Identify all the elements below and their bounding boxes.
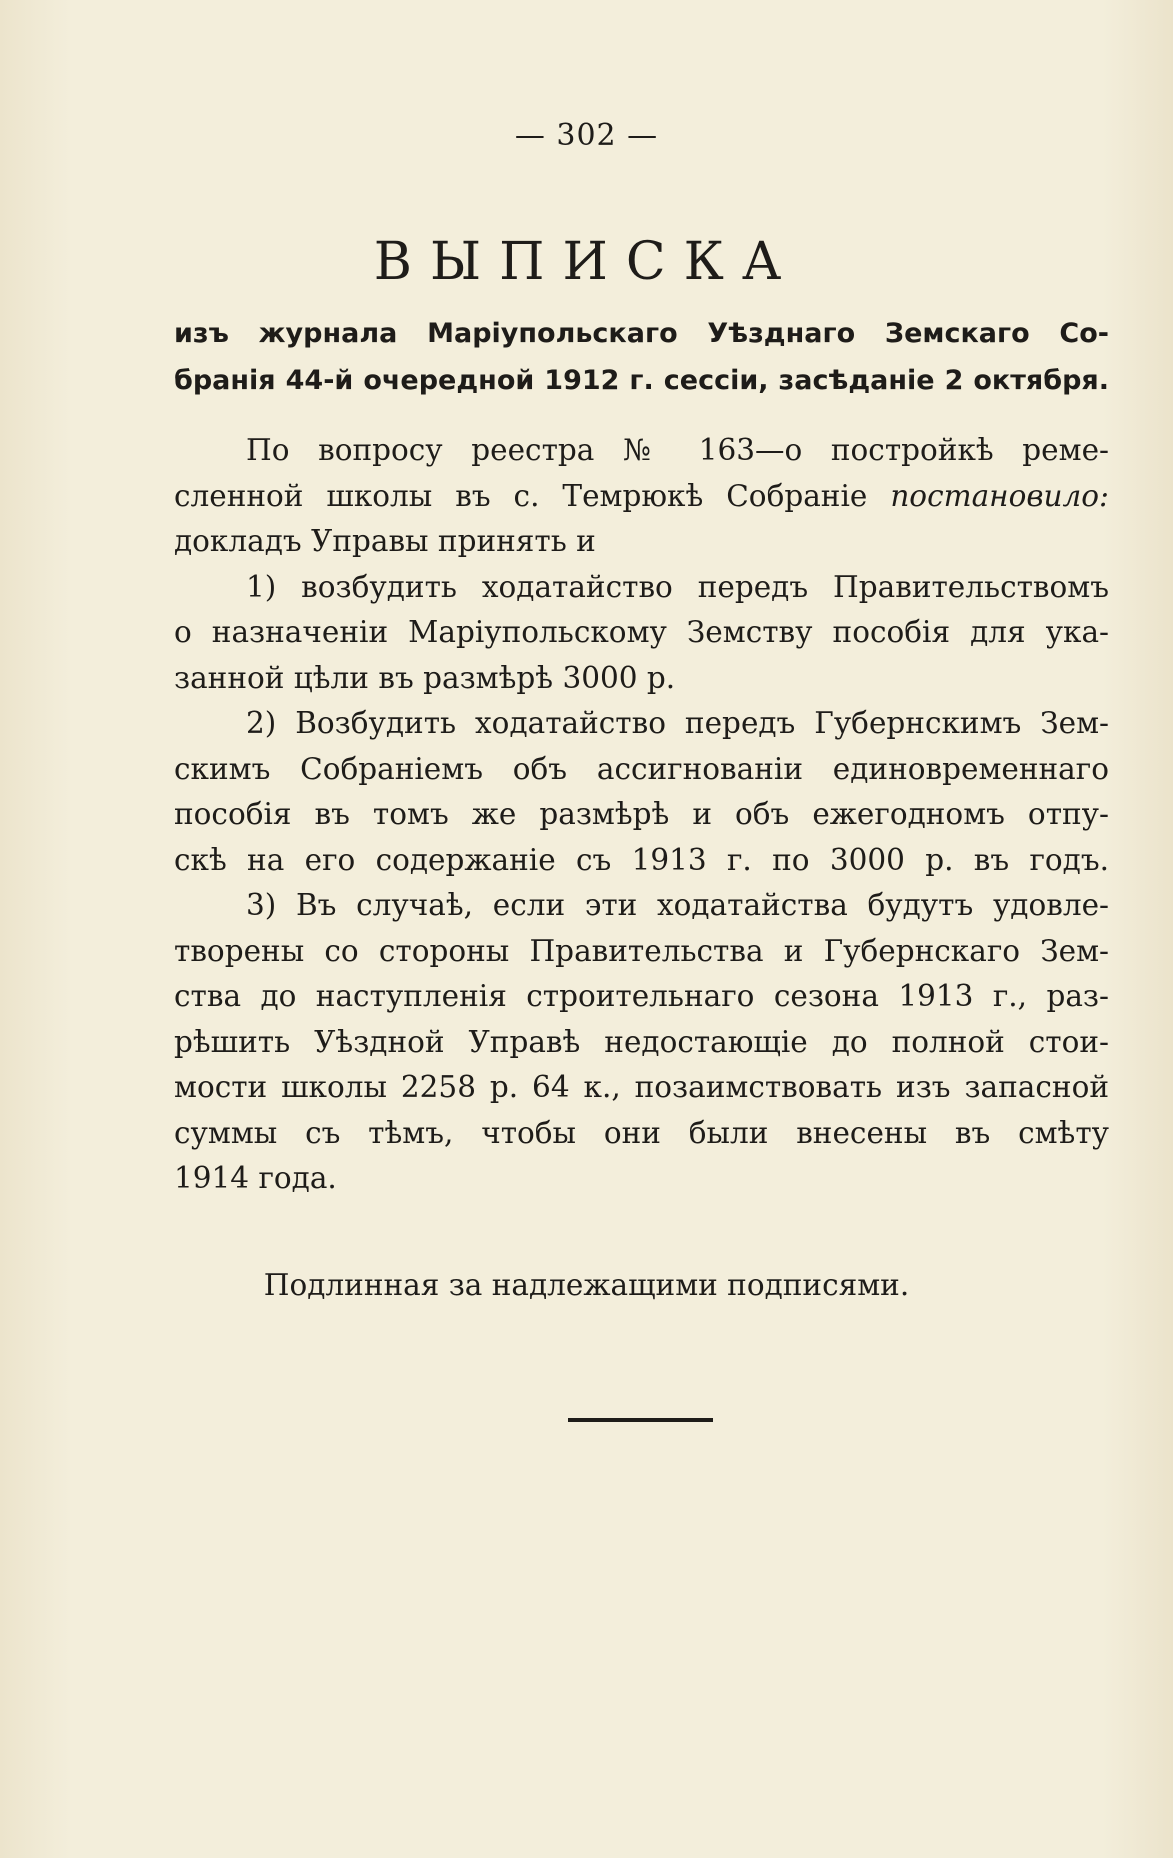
resolved-word: постановило:	[890, 478, 1109, 513]
item3-line: 3) Въ случаѣ, если эти ходатайства будутъ удовле-	[246, 888, 1109, 922]
document-body	[174, 428, 1109, 1202]
document-heading: ВЫПИСКА	[373, 232, 800, 292]
closing-rule	[568, 1418, 713, 1422]
item3-line: творены со стороны Правительства и Губернскаго Зем-	[174, 933, 1109, 968]
intro-line: По вопросу реестра № 163—о постройкѣ реме-	[246, 433, 1109, 467]
intro-line-with-resolution	[174, 474, 1109, 520]
item2-line: скѣ на его содержаніе съ 1913 г. по 3000 р. въ годъ.	[174, 842, 1109, 877]
item3-line: 1914 года.	[174, 1161, 337, 1195]
item2-line: скимъ Собраніемъ объ ассигнованіи единовременнаго	[174, 751, 1109, 786]
intro-line: докладъ Управы принять и	[174, 524, 596, 558]
item3-line: рѣшить Уѣздной Управѣ недостающіе до полной стои-	[174, 1024, 1109, 1059]
item1-line: занной цѣли въ размѣрѣ 3000 р.	[174, 660, 676, 695]
item3-line: суммы съ тѣмъ, чтобы они были внесены въ смѣту	[174, 1115, 1109, 1150]
closing-note: Подлинная за надлежащими подписями.	[263, 1268, 910, 1302]
document-subtitle	[174, 310, 1109, 404]
item1-line: о назначеніи Маріупольскому Земству пособія для ука-	[174, 615, 1109, 649]
item2-line: 2) Возбудить ходатайство передъ Губернскимъ Зем-	[246, 706, 1109, 740]
page-number: — 302 —	[514, 118, 659, 153]
item3-line: мости школы 2258 р. 64 к., позаимствовать изъ запасной	[174, 1070, 1109, 1104]
intro-line-text: сленной школы въ с. Темрюкѣ Собраніе	[174, 478, 891, 513]
subtitle-line: бранія 44-й очередной 1912 г. сессіи, засѣданіе 2 октября.	[174, 365, 1109, 396]
item2-line: пособія въ томъ же размѣрѣ и объ ежегодномъ отпу-	[174, 797, 1109, 831]
item1-line: 1) возбудить ходатайство передъ Правительствомъ	[246, 569, 1109, 604]
subtitle-line: изъ журнала Маріупольскаго Уѣзднаго Земскаго Со-	[174, 318, 1109, 349]
item3-line: ства до наступленія строительнаго сезона 1913 г., раз-	[174, 979, 1109, 1013]
